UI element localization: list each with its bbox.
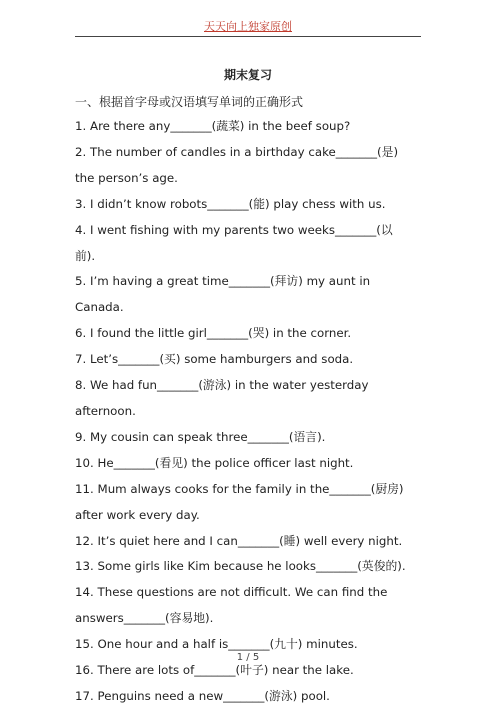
question-item: 9. My cousin can speak three_______(语言). xyxy=(75,429,326,444)
question-item: 6. I found the little girl_______(哭) in the corner. xyxy=(75,326,352,341)
question-item: 14. These questions are not difficult. We can find the answers_______(容易地). xyxy=(75,585,388,626)
question-item: 15. One hour and a half is_______(九十) minutes. xyxy=(75,637,358,652)
question-item: 5. I’m having a great time_______(拜访) my aunt in Canada. xyxy=(75,274,371,315)
header-divider xyxy=(75,36,421,37)
question-item: 1. Are there any_______(蔬菜) in the beef soup? xyxy=(75,119,351,133)
question-item: 10. He_______(看见) the police officer last night. xyxy=(75,455,354,470)
question-item: 2. The number of candles in a birthday cake_______(是) the person’s age. xyxy=(75,144,399,185)
page-title: 期末复习 xyxy=(223,68,272,82)
question-item: 8. We had fun_______(游泳) in the water yesterday afternoon. xyxy=(75,378,369,418)
section-heading: 一、根据首字母或汉语填写单词的正确形式 xyxy=(75,95,304,109)
question-item: 3. I didn’t know robots_______(能) play chess with us. xyxy=(75,196,386,211)
question-item: 4. I went fishing with my parents two weeks_______(以前). xyxy=(75,222,393,263)
question-item: 11. Mum always cooks for the family in the_______(厨房) after work every day. xyxy=(75,481,404,522)
question-item: 7. Let’s_______(买) some hamburgers and soda. xyxy=(75,352,354,367)
question-item: 17. Penguins need a new_______(游泳) pool. xyxy=(75,688,330,703)
header-source-link[interactable]: 天天向上独家原创 xyxy=(204,20,292,33)
question-list xyxy=(75,114,409,710)
page-indicator: 1 / 5 xyxy=(236,652,260,663)
question-item: 16. There are lots of_______(叶子) near the lake. xyxy=(75,663,354,678)
question-item: 12. It’s quiet here and I can_______(睡) well every night. xyxy=(75,533,403,548)
question-item: 13. Some girls like Kim because he looks_______(英俊的). xyxy=(75,559,406,574)
